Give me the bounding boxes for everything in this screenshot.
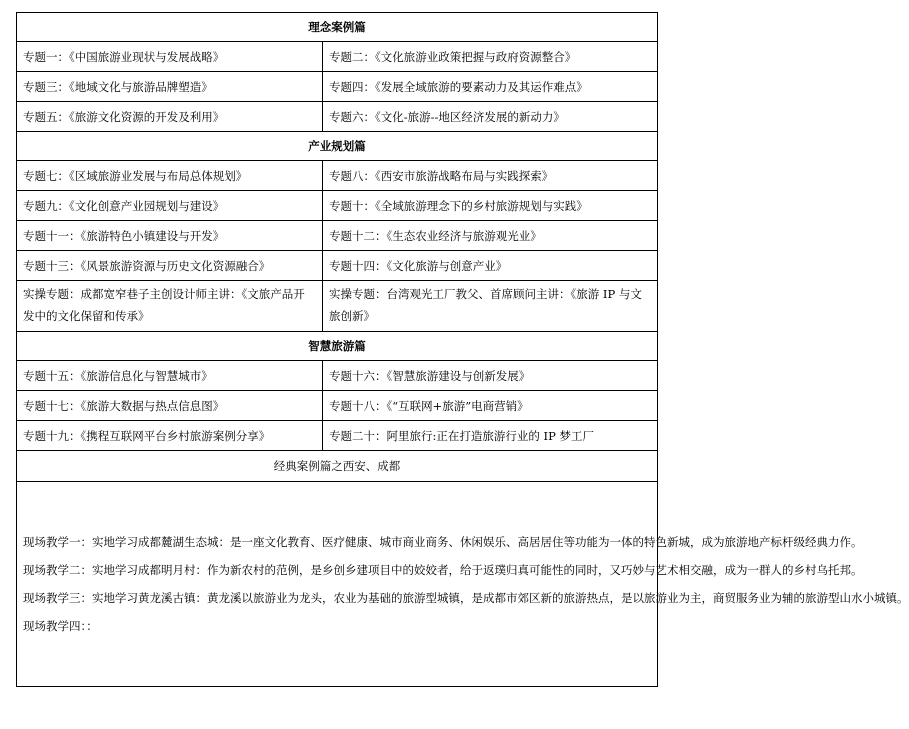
topic-cell: 专题八：《西安市旅游战略布局与实践探索》 [323, 161, 658, 191]
topic-cell: 专题十八：《“互联网+旅游”电商营销》 [323, 391, 658, 421]
section-header-classic-cases: 经典案例篇之西安、成都 [17, 451, 658, 482]
table-row [17, 42, 658, 72]
section-header-smart-tourism: 智慧旅游篇 [17, 332, 658, 361]
topic-cell: 专题七：《区域旅游业发展与布局总体规划》 [17, 161, 323, 191]
practice-topic-cell: 实操专题：台湾观光工厂教父、首席顾问主讲：《旅游 IP 与文旅创新》 [323, 281, 658, 332]
field-teaching-block [17, 482, 909, 687]
topic-cell: 专题十：《全域旅游理念下的乡村旅游规划与实践》 [323, 191, 658, 221]
table-row [17, 221, 658, 251]
table-row [17, 281, 658, 332]
topic-cell: 专题十四：《文化旅游与创意产业》 [323, 251, 658, 281]
practice-topic-cell: 实操专题：成都宽窄巷子主创设计师主讲：《文旅产品开发中的文化保留和传承》 [17, 281, 323, 332]
topic-cell: 专题二十：阿里旅行:正在打造旅游行业的 IP 梦工厂 [323, 421, 658, 451]
course-table [16, 12, 909, 687]
topic-cell: 专题九：《文化创意产业园规划与建设》 [17, 191, 323, 221]
topic-cell: 专题二：《文化旅游业政策把握与政府资源整合》 [323, 42, 658, 72]
table-row [17, 251, 658, 281]
topic-cell: 专题十一：《旅游特色小镇建设与开发》 [17, 221, 323, 251]
section-header-concept-cases: 理念案例篇 [17, 13, 658, 42]
topic-cell: 专题一：《中国旅游业现状与发展战略》 [17, 42, 323, 72]
topic-cell: 专题五：《旅游文化资源的开发及利用》 [17, 102, 323, 132]
topic-cell: 专题十六：《智慧旅游建设与创新发展》 [323, 361, 658, 391]
topic-cell: 专题十五：《旅游信息化与智慧城市》 [17, 361, 323, 391]
table-row [17, 102, 658, 132]
curriculum-table [16, 12, 909, 687]
field-teaching-item: 现场教学四：： [23, 619, 98, 633]
table-row [17, 361, 658, 391]
table-row [17, 191, 658, 221]
topic-cell: 专题六：《文化-旅游--地区经济发展的新动力》 [323, 102, 658, 132]
field-teaching-item: 现场教学三：实地学习黄龙溪古镇：黄龙溪以旅游业为龙头，农业为基础的旅游型城镇，是成都市郊区新的旅游热点，是以旅游业为主，商贸服务业为辅的旅游型山水小城镇。 [23, 591, 909, 605]
field-teaching-item: 现场教学二：实地学习成都明月村：作为新农村的范例，是乡创乡建项目中的姣姣者，给于返璞归真可能性的同时，又巧妙与艺术相交融，成为一群人的乡村乌托邦。 [23, 563, 863, 577]
field-teaching-item: 现场教学一：实地学习成都麓湖生态城：是一座文化教育、医疗健康、城市商业商务、休闲娱乐、高居居住等功能为一体的特色新城，成为旅游地产标杆级经典力作。 [23, 535, 863, 549]
topic-cell: 专题十三：《风景旅游资源与历史文化资源融合》 [17, 251, 323, 281]
table-row [17, 72, 658, 102]
table-row [17, 391, 658, 421]
topic-cell: 专题三：《地域文化与旅游品牌塑造》 [17, 72, 323, 102]
topic-cell: 专题四：《发展全域旅游的要素动力及其运作难点》 [323, 72, 658, 102]
section-header-industry-planning: 产业规划篇 [17, 132, 658, 161]
table-row [17, 421, 658, 451]
topic-cell: 专题十九：《携程互联网平台乡村旅游案例分享》 [17, 421, 323, 451]
table-row [17, 161, 658, 191]
topic-cell: 专题十二：《生态农业经济与旅游观光业》 [323, 221, 658, 251]
topic-cell: 专题十七：《旅游大数据与热点信息图》 [17, 391, 323, 421]
